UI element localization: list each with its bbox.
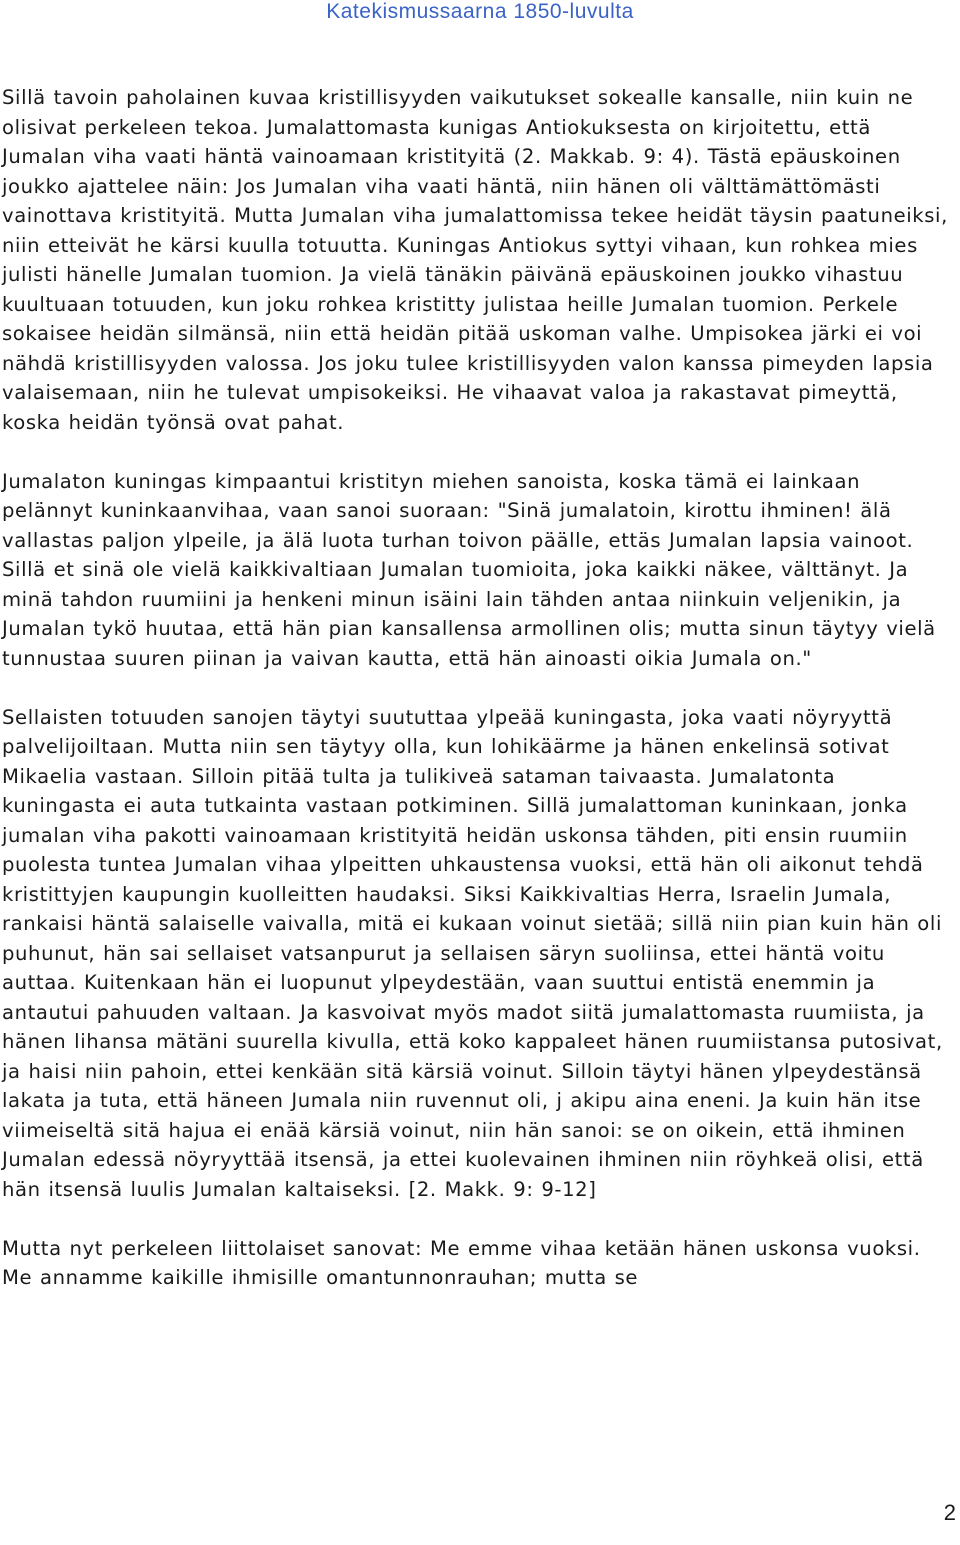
page-number: 2 <box>943 1500 956 1525</box>
document-body <box>2 83 956 1293</box>
page-header <box>0 0 960 24</box>
paragraph: Sellaisten totuuden sanojen täytyi suututtaa ylpeää kuningasta, joka vaati nöyryyttä palvelijoiltaan. Mutta niin sen täytyy olla, kun lohikäärme ja hänen enkelinsä sotivat Mikaelia vastaan. Silloin pitää tulta ja tulikiveä sataman taivaasta. Jumalatonta kuningasta ei auta tutkainta vastaan potkiminen. Sillä jumalattoman kuninkaan, jonka jumalan viha pakotti vainoamaan kristityitä heidän uskonsa tähden, piti ensin ruumiin puolesta tuntea Jumalan vihaa ylpeitten uhkaustensa vuoksi, että hän oli aikonut tehdä kristittyjen kaupungin kuolleitten haudaksi. Siksi Kaikkivaltias Herra, Israelin Jumala, rankaisi häntä salaiselle vaivalla, mitä ei kukaan voinut sietää; sillä niin pian kuin hän oli puhunut, hän sai sellaiset vatsanpurut ja sellaisen säryn suoliinsa, ettei häntä voitu auttaa. Kuitenkaan hän ei luopunut ylpeydestään, vaan suuttui entistä enemmin ja antautui pahuuden valtaan. Ja kasvoivat myös madot siitä jumalattomasta ruumiista, ja hänen lihansa mätäni suurella kivulla, että koko kappaleet hänen ruumiistansa putosivat, ja haisi niin pahoin, ettei kenkään sitä kärsiä voinut. Silloin täytyi hänen ylpeydestänsä lakata ja tuta, että häneen Jumala niin ruvennut oli, j akipu aina eneni. Ja kuin hän itse viimeiseltä sitä hajua ei enää kärsiä voinut, niin hän sanoi: se on oikein, että ihminen Jumalan edessä nöyryyttää itsensä, ja ettei kuolevainen ihminen niin röyhkeä olisi, että hän itsensä luulis Jumalan kaltaiseksi. [2. Makk. 9: 9-12] <box>2 705 943 1201</box>
document-title: Katekismussaarna 1850-luvulta <box>326 0 634 23</box>
paragraph: Sillä tavoin paholainen kuvaa kristillisyyden vaikutukset sokealle kansalle, niin kuin ne olisivat perkeleen tekoa. Jumalattomasta kunigas Antiokuksesta on kirjoitettu, että Jumalan viha vaati häntä vainoamaan kristityitä (2. Makkab. 9: 4). Tästä epäuskoinen joukko ajattelee näin: Jos Jumalan viha vaati häntä, niin hänen oli välttämättömästi vainottava kristityitä. Mutta Jumalan viha jumalattomissa tekee heidät täysin paatuneiksi, niin etteivät he kärsi kuulla totuutta. Kuningas Antiokus syttyi vihaan, kun rohkea mies julisti hänelle Jumalan tuomion. Ja vielä tänäkin päivänä epäuskoinen joukko vihastuu kuultuaan totuuden, kun joku rohkea kristitty julistaa heille Jumalan tuomion. Perkele sokaisee heidän silmänsä, niin että heidän pitää uskoman valhe. Umpisokea järki ei voi nähdä kristillisyyden valossa. Jos joku tulee kristillisyyden valon kanssa pimeyden lapsia valaisemaan, niin he tulevat umpisokeiksi. He vihaavat valoa ja rakastavat pimeyttä, koska heidän työnsä ovat pahat. <box>2 86 948 434</box>
paragraph: Mutta nyt perkeleen liittolaiset sanovat: Me emme vihaa ketään hänen uskonsa vuoksi. Me annamme kaikille ihmisille omantunnonrauhan; mutta se <box>2 1236 921 1289</box>
paragraph: Jumalaton kuningas kimpaantui kristityn miehen sanoista, koska tämä ei lainkaan pelännyt kuninkaanvihaa, vaan sanoi suoraan: "Sinä jumalatoin, kirottu ihminen! älä vallastas paljon ylpeile, ja älä luota turhan toivon päälle, ettäs Jumalan lapsia vainoot. Sillä et sinä ole vielä kaikkivaltiaan Jumalan tuomioita, joka kaikki näkee, välttänyt. Ja minä tahdon ruumiini ja henkeni minun isäini lain tähden antaa niinkuin veljenikin, ja Jumalan tykö huutaa, että hän pian kansallensa armollinen olis; mutta sinun täytyy vielä tunnustaa suuren piinan ja vaivan kautta, että hän ainoasti oikia Jumala on." <box>2 469 936 670</box>
